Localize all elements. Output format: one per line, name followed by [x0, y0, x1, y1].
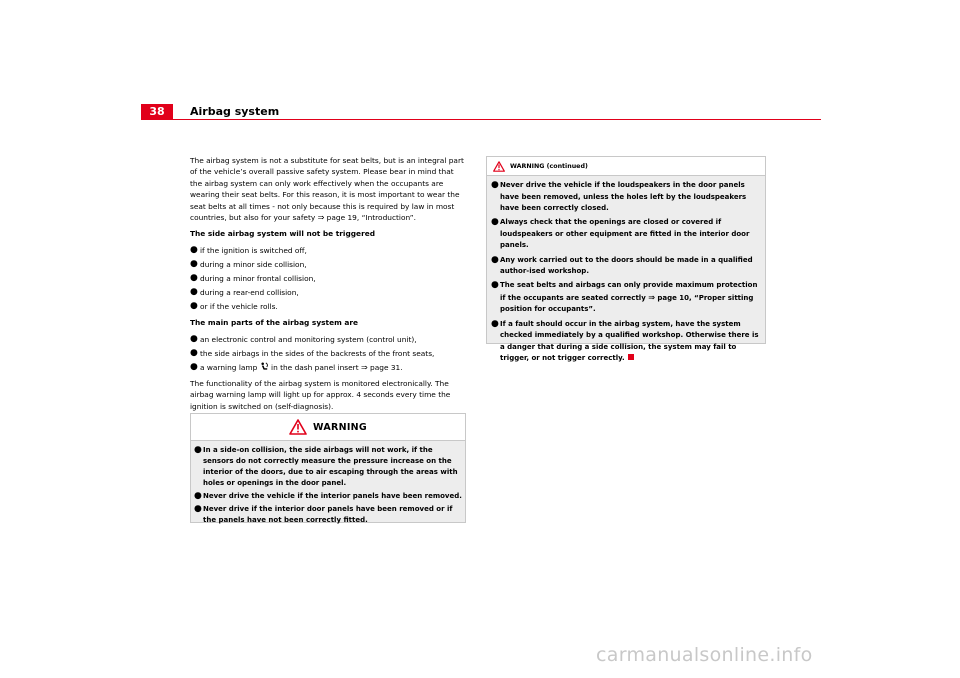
bullet-icon: ● [491, 280, 499, 291]
list-item: ● Never drive the vehicle if the interior panels have been removed. [194, 491, 462, 501]
warning-label: WARNING [312, 421, 368, 433]
list-item: ● If a fault should occur in the airbag system, have the system checked immediately by a qualified workshop. Otherwise there is a danger that during a side collision, the system may fail to trigger, or not trigger correctly. [491, 318, 759, 363]
not-triggered-heading: The side airbag system will not be triggered [190, 229, 376, 239]
arrow-icon: ⇒ [317, 213, 325, 223]
section-end-marker-icon [628, 354, 634, 360]
list-item: ● Never drive if the interior door panels have been removed or if the panels have not been correctly fitted. [194, 504, 453, 524]
list-item: ● the side airbags in the sides of the backrests of the front seats, [190, 347, 435, 358]
intro-text: The airbag system is not a substitute for seat belts, but is an integral part of the vehicle’s overall passive safety system. Please bear in mind that the airbag system can only work effectively when the occupants are wearing their seat belts. For this reason, it is most important to wear the seat belts at all times - not only because this is required by law in most countries, but also for your safety [190, 156, 464, 223]
intro-page-ref[interactable]: page 19, “Introduction”. [326, 213, 416, 223]
lamp-page-ref[interactable]: page 31. [370, 362, 403, 372]
list-item: ● or if the vehicle rolls. [190, 300, 278, 311]
intro-paragraph [190, 155, 468, 223]
watermark: carmanualsonline.info [596, 644, 813, 666]
list-item: ● a warning lamp in the dash panel insert ⇒ page 31. [190, 361, 403, 372]
list-item: ● during a minor side collision, [190, 258, 307, 269]
list-item: ● Always check that the openings are closed or covered if loudspeakers or other equipment are fitted in the interior door panels. [491, 217, 750, 250]
warning-box [190, 413, 466, 523]
bullet-icon: ● [190, 300, 198, 311]
warning-body [191, 441, 465, 526]
bullet-icon: ● [194, 504, 202, 514]
main-parts-list [190, 334, 468, 373]
list-item: ● Never drive the vehicle if the loudspeakers in the door panels have been removed, unless the holes left by the loudspeakers have been correctly closed. [491, 180, 747, 213]
warning-continued-label: WARNING (continued) [510, 162, 588, 170]
left-column [190, 155, 468, 417]
bullet-icon: ● [190, 258, 198, 269]
warning-header [191, 414, 465, 441]
bullet-icon: ● [190, 244, 198, 255]
list-item: ● The seat belts and airbags can only provide maximum protection if the occupants are seated correctly ⇒ page 10, “Proper sitting position for occupants”. [491, 280, 758, 314]
bullet-icon: ● [491, 217, 499, 228]
bullet-icon: ● [190, 286, 198, 297]
bullet-icon: ● [194, 445, 202, 455]
page-title: Airbag system [190, 105, 280, 118]
not-triggered-list [190, 245, 468, 312]
list-item: ● an electronic control and monitoring system (control unit), [190, 333, 417, 344]
list-item: ● during a rear-end collision, [190, 286, 299, 297]
warning-continued-body [487, 176, 765, 365]
warning-continued-list [491, 180, 761, 365]
header-rule [141, 119, 821, 120]
bullet-icon: ● [190, 347, 198, 358]
warning-continued-box [486, 156, 766, 363]
functionality-paragraph: The functionality of the airbag system is monitored electronically. The airbag warning lamp will light up for approx. 4 seconds every time the ignition is switched on (self-diagnosis). [190, 379, 451, 411]
bullet-icon: ● [190, 361, 198, 372]
bullet-icon: ● [491, 318, 499, 329]
bullet-icon: ● [190, 272, 198, 283]
list-item: ● Any work carried out to the doors should be made in a qualified author-ised workshop. [491, 254, 753, 276]
bullet-icon: ● [190, 333, 198, 344]
warning-continued-header [487, 157, 765, 176]
list-item: ● during a minor frontal collision, [190, 272, 316, 283]
arrow-icon: ⇒ [648, 292, 655, 302]
warning-list [194, 445, 462, 526]
airbag-warning-lamp-icon [260, 362, 269, 371]
page-number: 38 [141, 104, 173, 119]
bullet-icon: ● [491, 254, 499, 265]
bullet-icon: ● [491, 180, 499, 190]
warning-triangle-icon [493, 161, 505, 172]
arrow-icon: ⇒ [360, 362, 368, 372]
bullet-icon: ● [194, 491, 202, 501]
list-item: ● In a side-on collision, the side airbags will not work, if the sensors do not correctly measure the pressure increase on the interior of the doors, due to air escaping through the areas with holes or openings in the door panel. [194, 445, 458, 487]
sitting-position-page-ref[interactable]: page 10, “Proper sitting position for occupants”. [500, 293, 754, 314]
list-item: ● if the ignition is switched off, [190, 244, 307, 255]
main-parts-heading: The main parts of the airbag system are [190, 318, 359, 328]
warning-triangle-icon [289, 419, 307, 435]
